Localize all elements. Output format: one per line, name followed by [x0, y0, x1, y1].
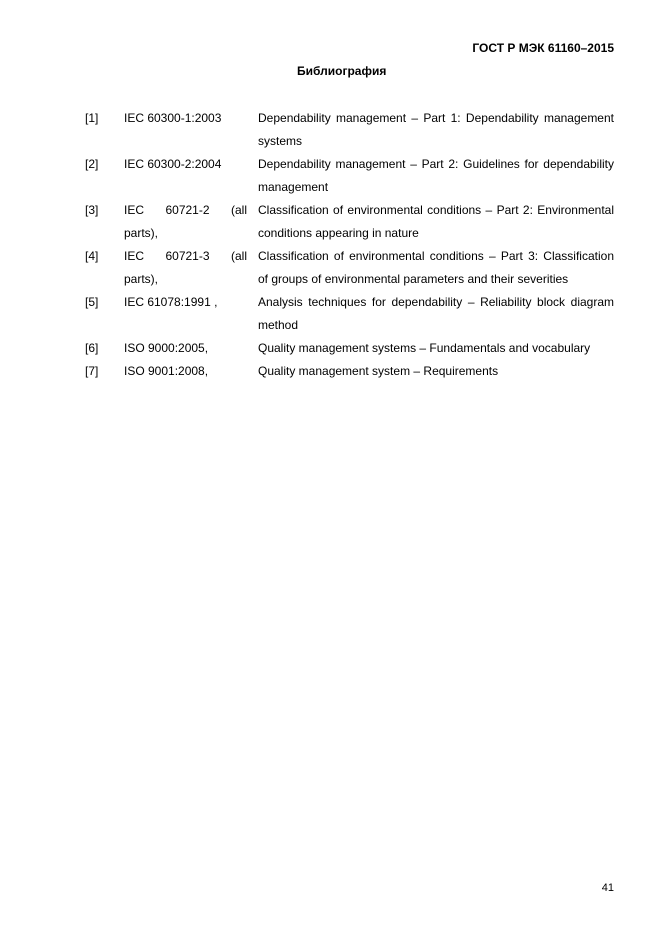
page-title: Библиография [297, 64, 387, 78]
entry-standard-code: ISO 9000:2005, [124, 341, 209, 355]
bibliography-entry [85, 245, 614, 291]
entry-standard-code: IEC 61078:1991 , [124, 295, 218, 309]
entry-number: [1] [85, 111, 99, 125]
entry-title: Dependability management – Part 2: Guidelines for dependability management [258, 157, 614, 194]
entry-number: [7] [85, 364, 99, 378]
entry-standard-code: IEC 60721-3 (all parts), [124, 249, 247, 286]
entry-number: [3] [85, 203, 99, 217]
entry-standard-code: IEC 60721-2 (all parts), [124, 203, 247, 240]
entry-standard-code: ISO 9001:2008, [124, 364, 209, 378]
bibliography-entry [85, 360, 614, 383]
bibliography-entry [85, 337, 614, 360]
bibliography-entry [85, 107, 614, 153]
entry-number: [6] [85, 341, 99, 355]
entry-standard-code: IEC 60300-2:2004 [124, 157, 222, 171]
entry-title: Classification of environmental conditions – Part 2: Environmental conditions appearing in nature [258, 203, 614, 240]
entry-number: [5] [85, 295, 99, 309]
entry-title: Classification of environmental conditions – Part 3: Classification of groups of environmental parameters and their severities [258, 249, 614, 286]
bibliography-entry [85, 199, 614, 245]
bibliography-entry [85, 153, 614, 199]
entry-standard-code: IEC 60300-1:2003 [124, 111, 222, 125]
bibliography-entry [85, 291, 614, 337]
entry-title: Dependability management – Part 1: Dependability management systems [258, 111, 614, 148]
page-number: 41 [601, 882, 614, 894]
entry-number: [4] [85, 249, 99, 263]
entry-title: Quality management systems – Fundamentals and vocabulary [258, 341, 591, 355]
entry-title: Quality management system – Requirements [258, 364, 499, 378]
bibliography-list [85, 107, 614, 383]
entry-title: Analysis techniques for dependability – Reliability block diagram method [258, 295, 614, 332]
document-code: ГОСТ Р МЭК 61160–2015 [472, 41, 614, 55]
entry-number: [2] [85, 157, 99, 171]
